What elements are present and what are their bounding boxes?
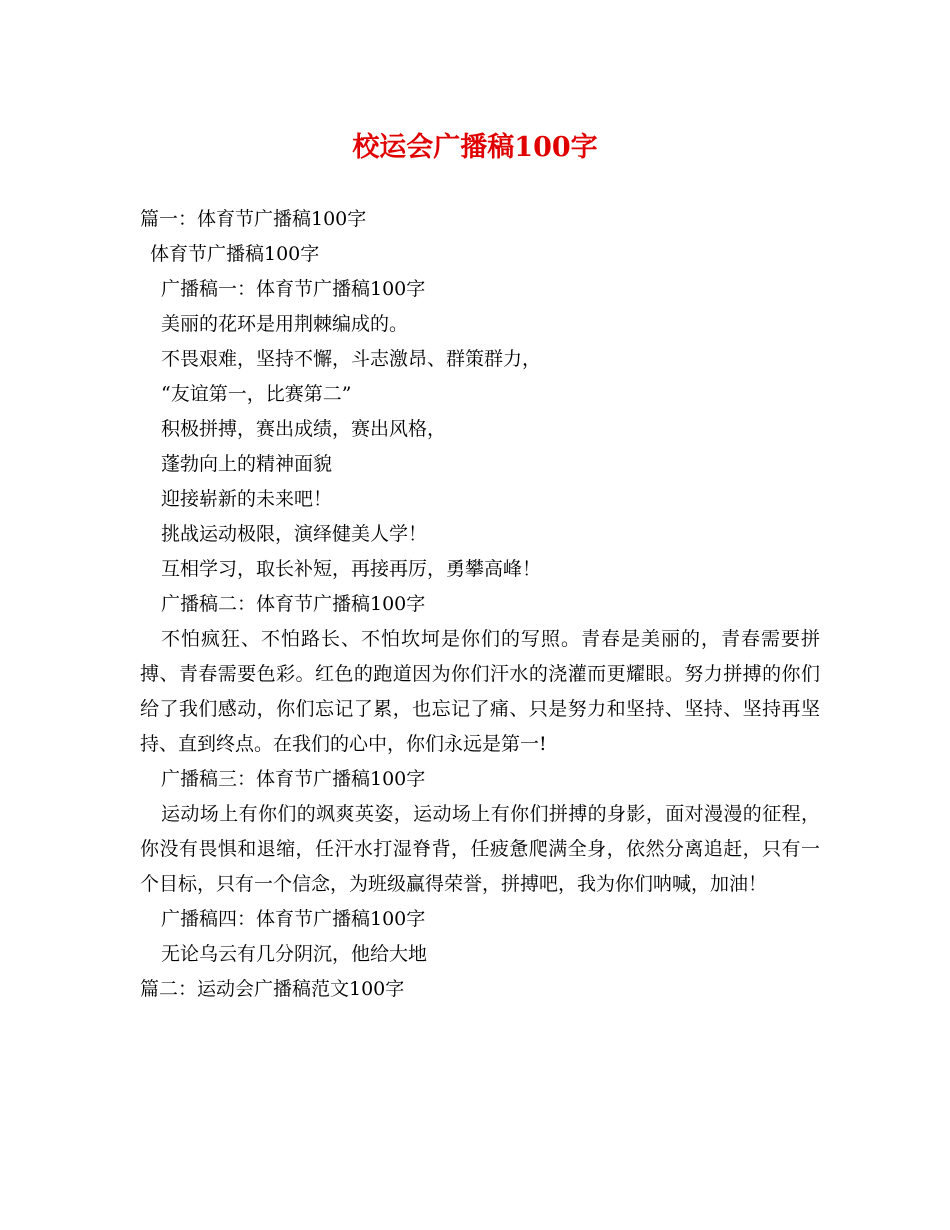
script1-line: 互相学习，取长补短，再接再厉，勇攀高峰！ <box>161 558 542 580</box>
section-heading-2: 篇二：运动会广播稿范文100字 <box>140 978 405 1000</box>
script2-paragraph: 不怕疯狂、不怕路长、不怕坎坷是你们的写照。青春是美丽的，青春需要拼搏、青春需要色彩。红色的跑道因为你们汗水的浇灌而更耀眼。努力拼搏的你们给了我们感动，你们忘记了累，也忘记了痛、只是努力和坚持、坚持、坚持再坚持、直到终点。在我们的心中，你们永远是第一! <box>140 628 820 755</box>
script1-line: 积极拼搏，赛出成绩，赛出风格， <box>161 418 447 440</box>
script4-line: 无论乌云有几分阴沉，他给大地 <box>161 943 428 965</box>
script-heading-1: 广播稿一：体育节广播稿100字 <box>161 278 426 300</box>
script1-line: 美丽的花环是用荆棘编成的。 <box>161 313 409 335</box>
script1-line: 不畏艰难，坚持不懈，斗志激昂、群策群力， <box>161 348 542 370</box>
section-heading-1: 篇一：体育节广播稿100字 <box>140 208 367 230</box>
script-heading-4: 广播稿四：体育节广播稿100字 <box>161 908 426 930</box>
script3-paragraph: 运动场上有你们的飒爽英姿，运动场上有你们拼搏的身影，面对漫漫的征程，你没有畏惧和退缩，任汗水打湿脊背，任疲惫爬满全身，依然分离追赶，只有一个目标，只有一个信念，为班级赢得荣誉，拼搏吧，我为你们呐喊，加油！ <box>140 803 820 895</box>
script-heading-3: 广播稿三：体育节广播稿100字 <box>161 768 426 790</box>
script1-line: “友谊第一，比赛第二” <box>161 383 352 405</box>
subtitle: 体育节广播稿100字 <box>150 243 320 265</box>
script1-line: 迎接崭新的未来吧！ <box>161 488 333 510</box>
document-title: 校运会广播稿100字 <box>352 132 598 163</box>
document-body <box>140 202 820 1007</box>
script1-line: 挑战运动极限，演绎健美人学！ <box>161 523 428 545</box>
script1-line: 蓬勃向上的精神面貌 <box>161 453 333 475</box>
script-heading-2: 广播稿二：体育节广播稿100字 <box>161 593 426 615</box>
